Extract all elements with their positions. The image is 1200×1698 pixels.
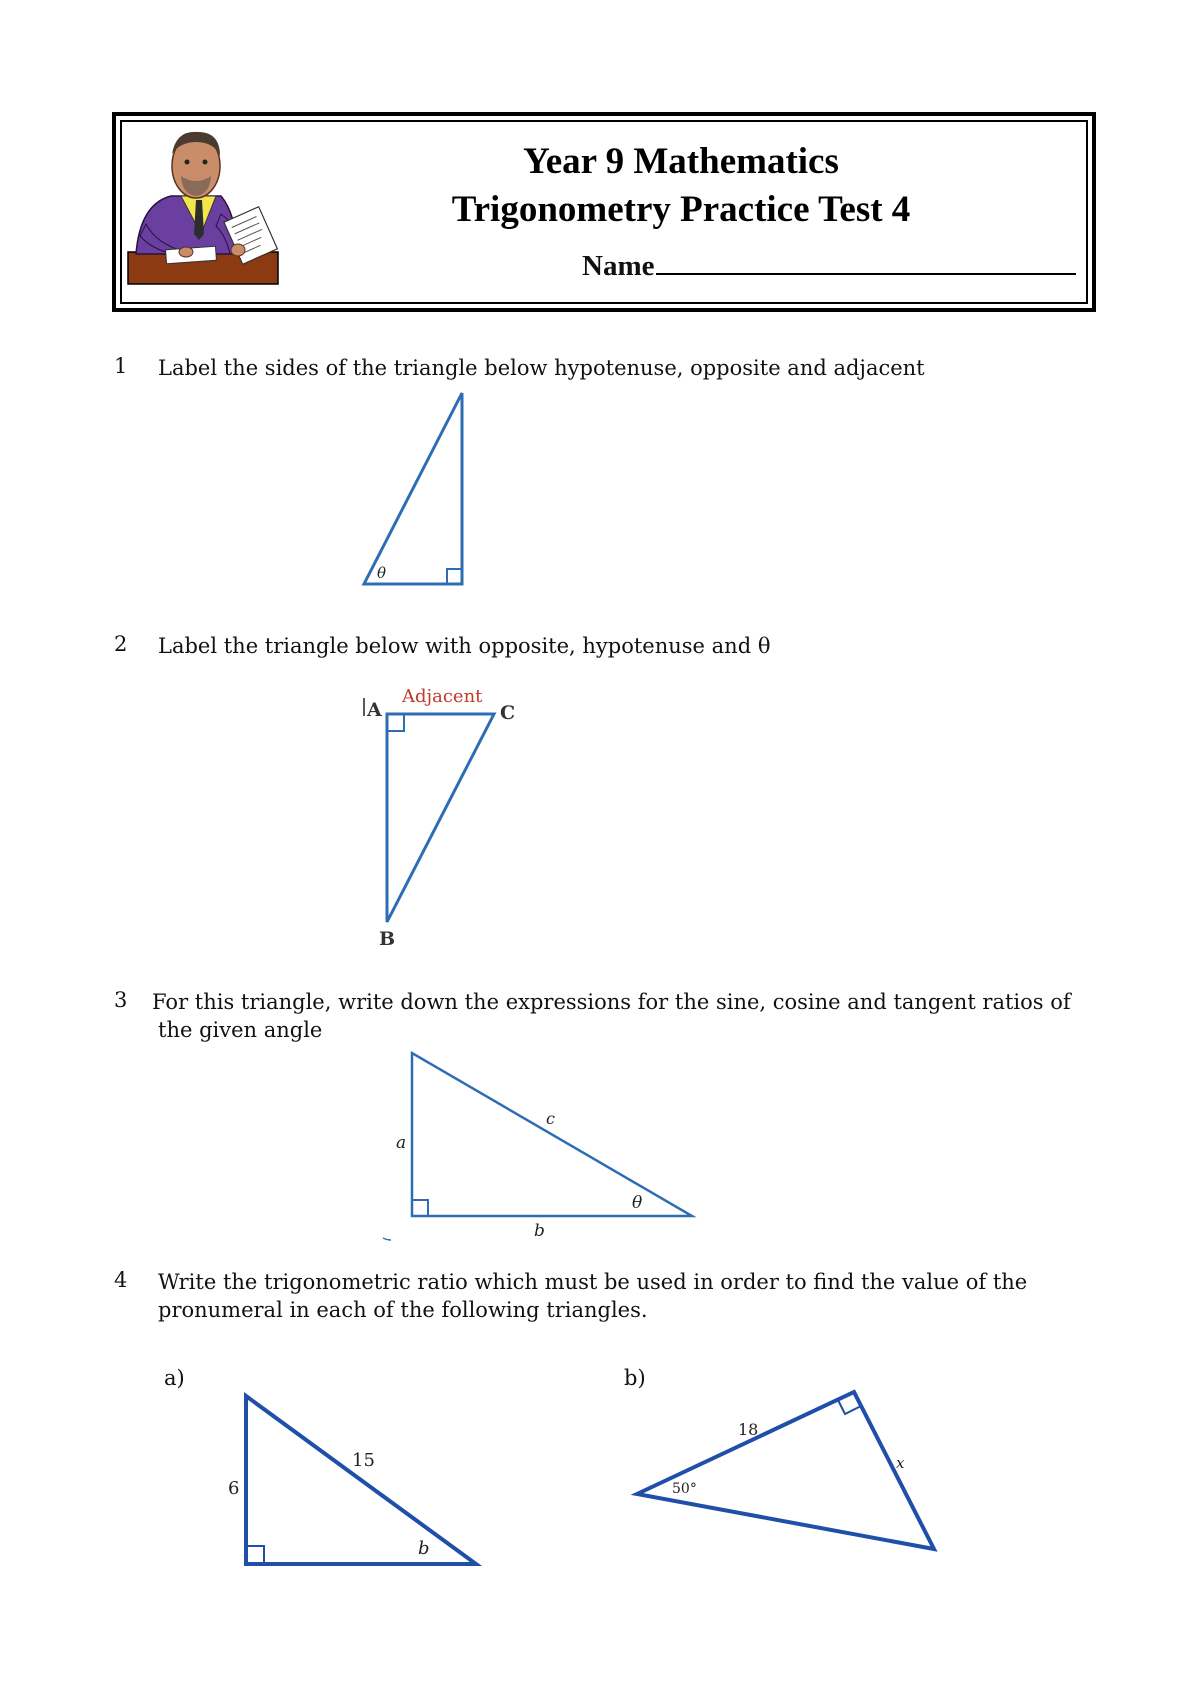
question-4-number: 4	[114, 1268, 128, 1292]
worksheet-subtitle: Trigonometry Practice Test 4	[451, 189, 911, 230]
part-b-side-18: 18	[738, 1420, 759, 1439]
question-1-text: Label the sides of the triangle below hypotenuse, opposite and adjacent	[158, 356, 925, 380]
question-2-text: Label the triangle below with opposite, hypotenuse and θ	[158, 634, 771, 658]
side-a-label: a	[396, 1133, 407, 1153]
question-3-text-line-1: For this triangle, write down the expressions for the sine, cosine and tangent ratios of	[152, 990, 1071, 1014]
name-label: Name	[582, 250, 655, 282]
part-b-side-x: x	[896, 1454, 905, 1472]
part-a-label: a)	[164, 1366, 185, 1390]
part-a-side-15: 15	[352, 1450, 375, 1471]
question-2-number: 2	[114, 632, 128, 656]
part-b-angle-50: 50°	[672, 1481, 697, 1497]
vertex-c-label: C	[500, 702, 516, 724]
vertex-a-label: A	[367, 699, 382, 721]
question-1-angle-label: θ	[377, 564, 387, 582]
question-4-text-line-2: pronumeral in each of the following triangles.	[158, 1298, 648, 1322]
question-4-text-line-1: Write the trigonometric ratio which must be used in order to find the value of the	[158, 1270, 1028, 1294]
vertex-b-label: B	[379, 928, 396, 950]
question-3-angle-label: θ	[632, 1193, 643, 1213]
adjacent-side-label: Adjacent	[402, 686, 483, 707]
worksheet-title: Year 9 Mathematics	[523, 141, 839, 182]
side-c-label: c	[546, 1109, 555, 1128]
part-b-label: b)	[624, 1366, 646, 1390]
part-a-angle-b: b	[418, 1538, 430, 1559]
question-3-text-line-2: the given angle	[158, 1018, 323, 1042]
side-b-label: b	[534, 1221, 545, 1241]
question-3-number: 3	[114, 988, 128, 1012]
part-a-side-6: 6	[228, 1478, 240, 1499]
question-1-number: 1	[114, 354, 128, 378]
